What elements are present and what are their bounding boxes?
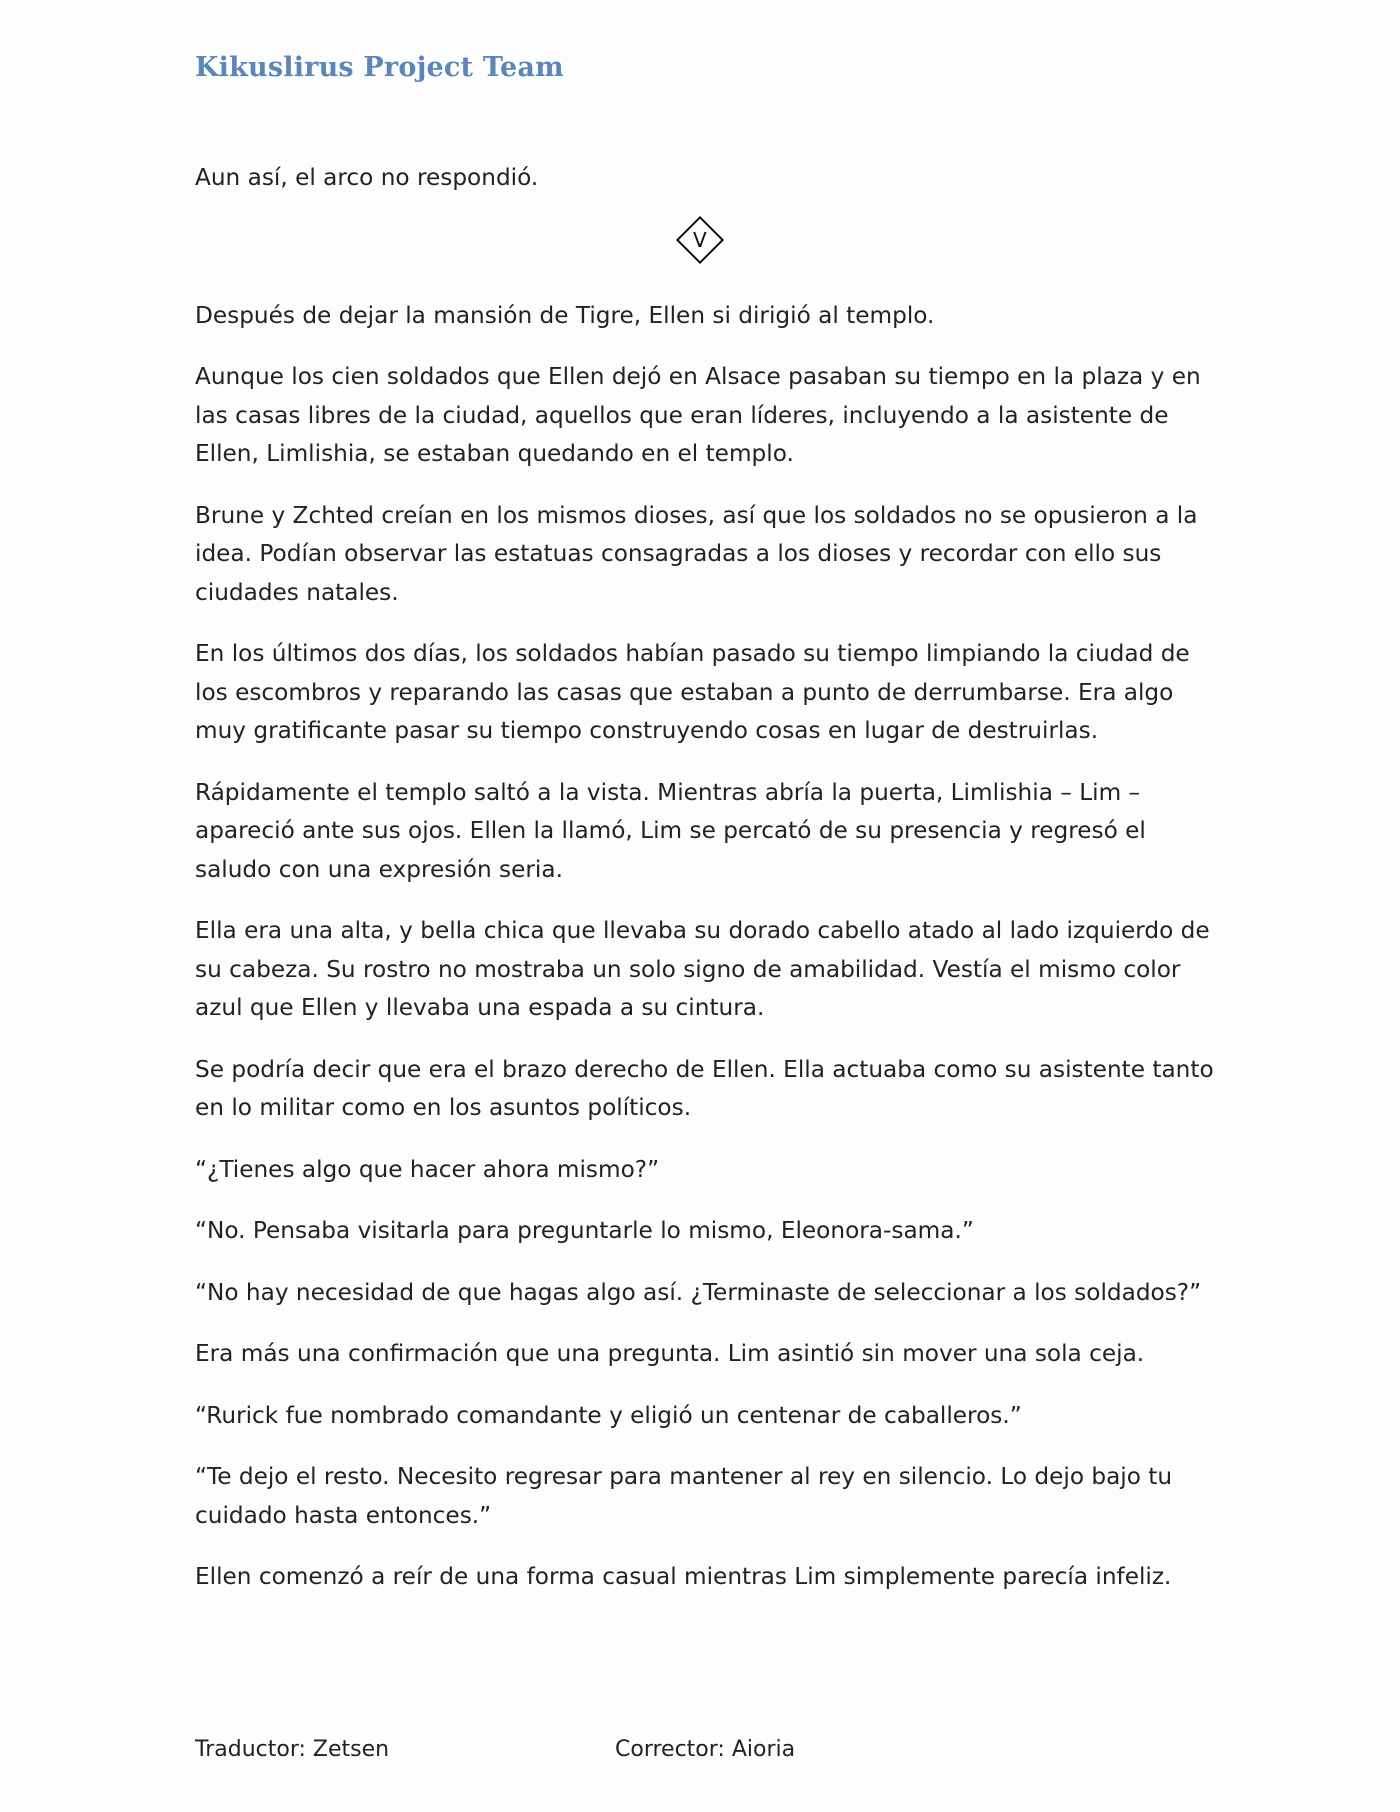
- section-divider: [195, 223, 1205, 257]
- intro-paragraph: Aun así, el arco no respondió.: [195, 164, 539, 191]
- corrector-credit: Corrector: Aioria: [615, 1737, 796, 1762]
- page-footer: [195, 1737, 796, 1762]
- paragraph: Aunque los cien soldados que Ellen dejó en Alsace pasaban su tiempo en la plaza y en las casas libres de la ciudad, aquellos que eran líderes, incluyendo a la asistente de Ellen, Limlishia, se estaban quedando en el templo.: [195, 363, 1201, 467]
- dialogue-line: “¿Tienes algo que hacer ahora mismo?”: [195, 1155, 660, 1183]
- dialogue-line: “No. Pensaba visitarla para preguntarle lo mismo, Eleonora-sama.”: [195, 1217, 974, 1244]
- paragraph: Ellen comenzó a reír de una forma casual mientras Lim simplemente parecía infeliz.: [195, 1563, 1172, 1590]
- document-body: [195, 159, 1215, 1620]
- dialogue-line: “Te dejo el resto. Necesito regresar para mantener al rey en silencio. Lo dejo bajo tu cuidado hasta entonces.”: [195, 1463, 1173, 1529]
- paragraph: Se podría decir que era el brazo derecho de Ellen. Ella actuaba como su asistente tanto en lo militar como en los asuntos políticos.: [195, 1055, 1214, 1121]
- dialogue-line: “No hay necesidad de que hagas algo así. ¿Terminaste de seleccionar a los soldados?”: [195, 1278, 1202, 1306]
- page-header-title: Kikuslirus Project Team: [195, 52, 564, 83]
- paragraph: Brune y Zchted creían en los mismos dioses, así que los soldados no se opusieron a la idea. Podían observar las estatuas consagradas a los dioses y recordar con ello sus ciudades natales.: [195, 501, 1198, 606]
- paragraph: Era más una confirmación que una pregunta. Lim asintió sin mover una sola ceja.: [195, 1340, 1145, 1367]
- dialogue-line: “Rurick fue nombrado comandante y eligió un centenar de caballeros.”: [195, 1401, 1022, 1429]
- paragraph: Ella era una alta, y bella chica que llevaba su dorado cabello atado al lado izquierdo de su cabeza. Su rostro no mostraba un solo signo de amabilidad. Vestía el mismo color azul que Ellen y llevaba una espada a su cintura.: [195, 917, 1210, 1021]
- section-marker-label: V: [693, 227, 707, 252]
- paragraph: Rápidamente el templo saltó a la vista. Mientras abría la puerta, Limlishia – Lim – apareció ante sus ojos. Ellen la llamó, Lim se percató de su presencia y regresó el saludo con una expresión seria.: [195, 778, 1146, 883]
- section-diamond-icon: [676, 215, 724, 263]
- translator-credit: Traductor: Zetsen: [195, 1737, 390, 1762]
- paragraph: En los últimos dos días, los soldados habían pasado su tiempo limpiando la ciudad de los escombros y reparando las casas que estaban a punto de derrumbarse. Era algo muy gratificante pasar su tiempo construyendo cosas en lugar de destruirlas.: [195, 640, 1190, 744]
- paragraph: Después de dejar la mansión de Tigre, Ellen si dirigió al templo.: [195, 301, 935, 329]
